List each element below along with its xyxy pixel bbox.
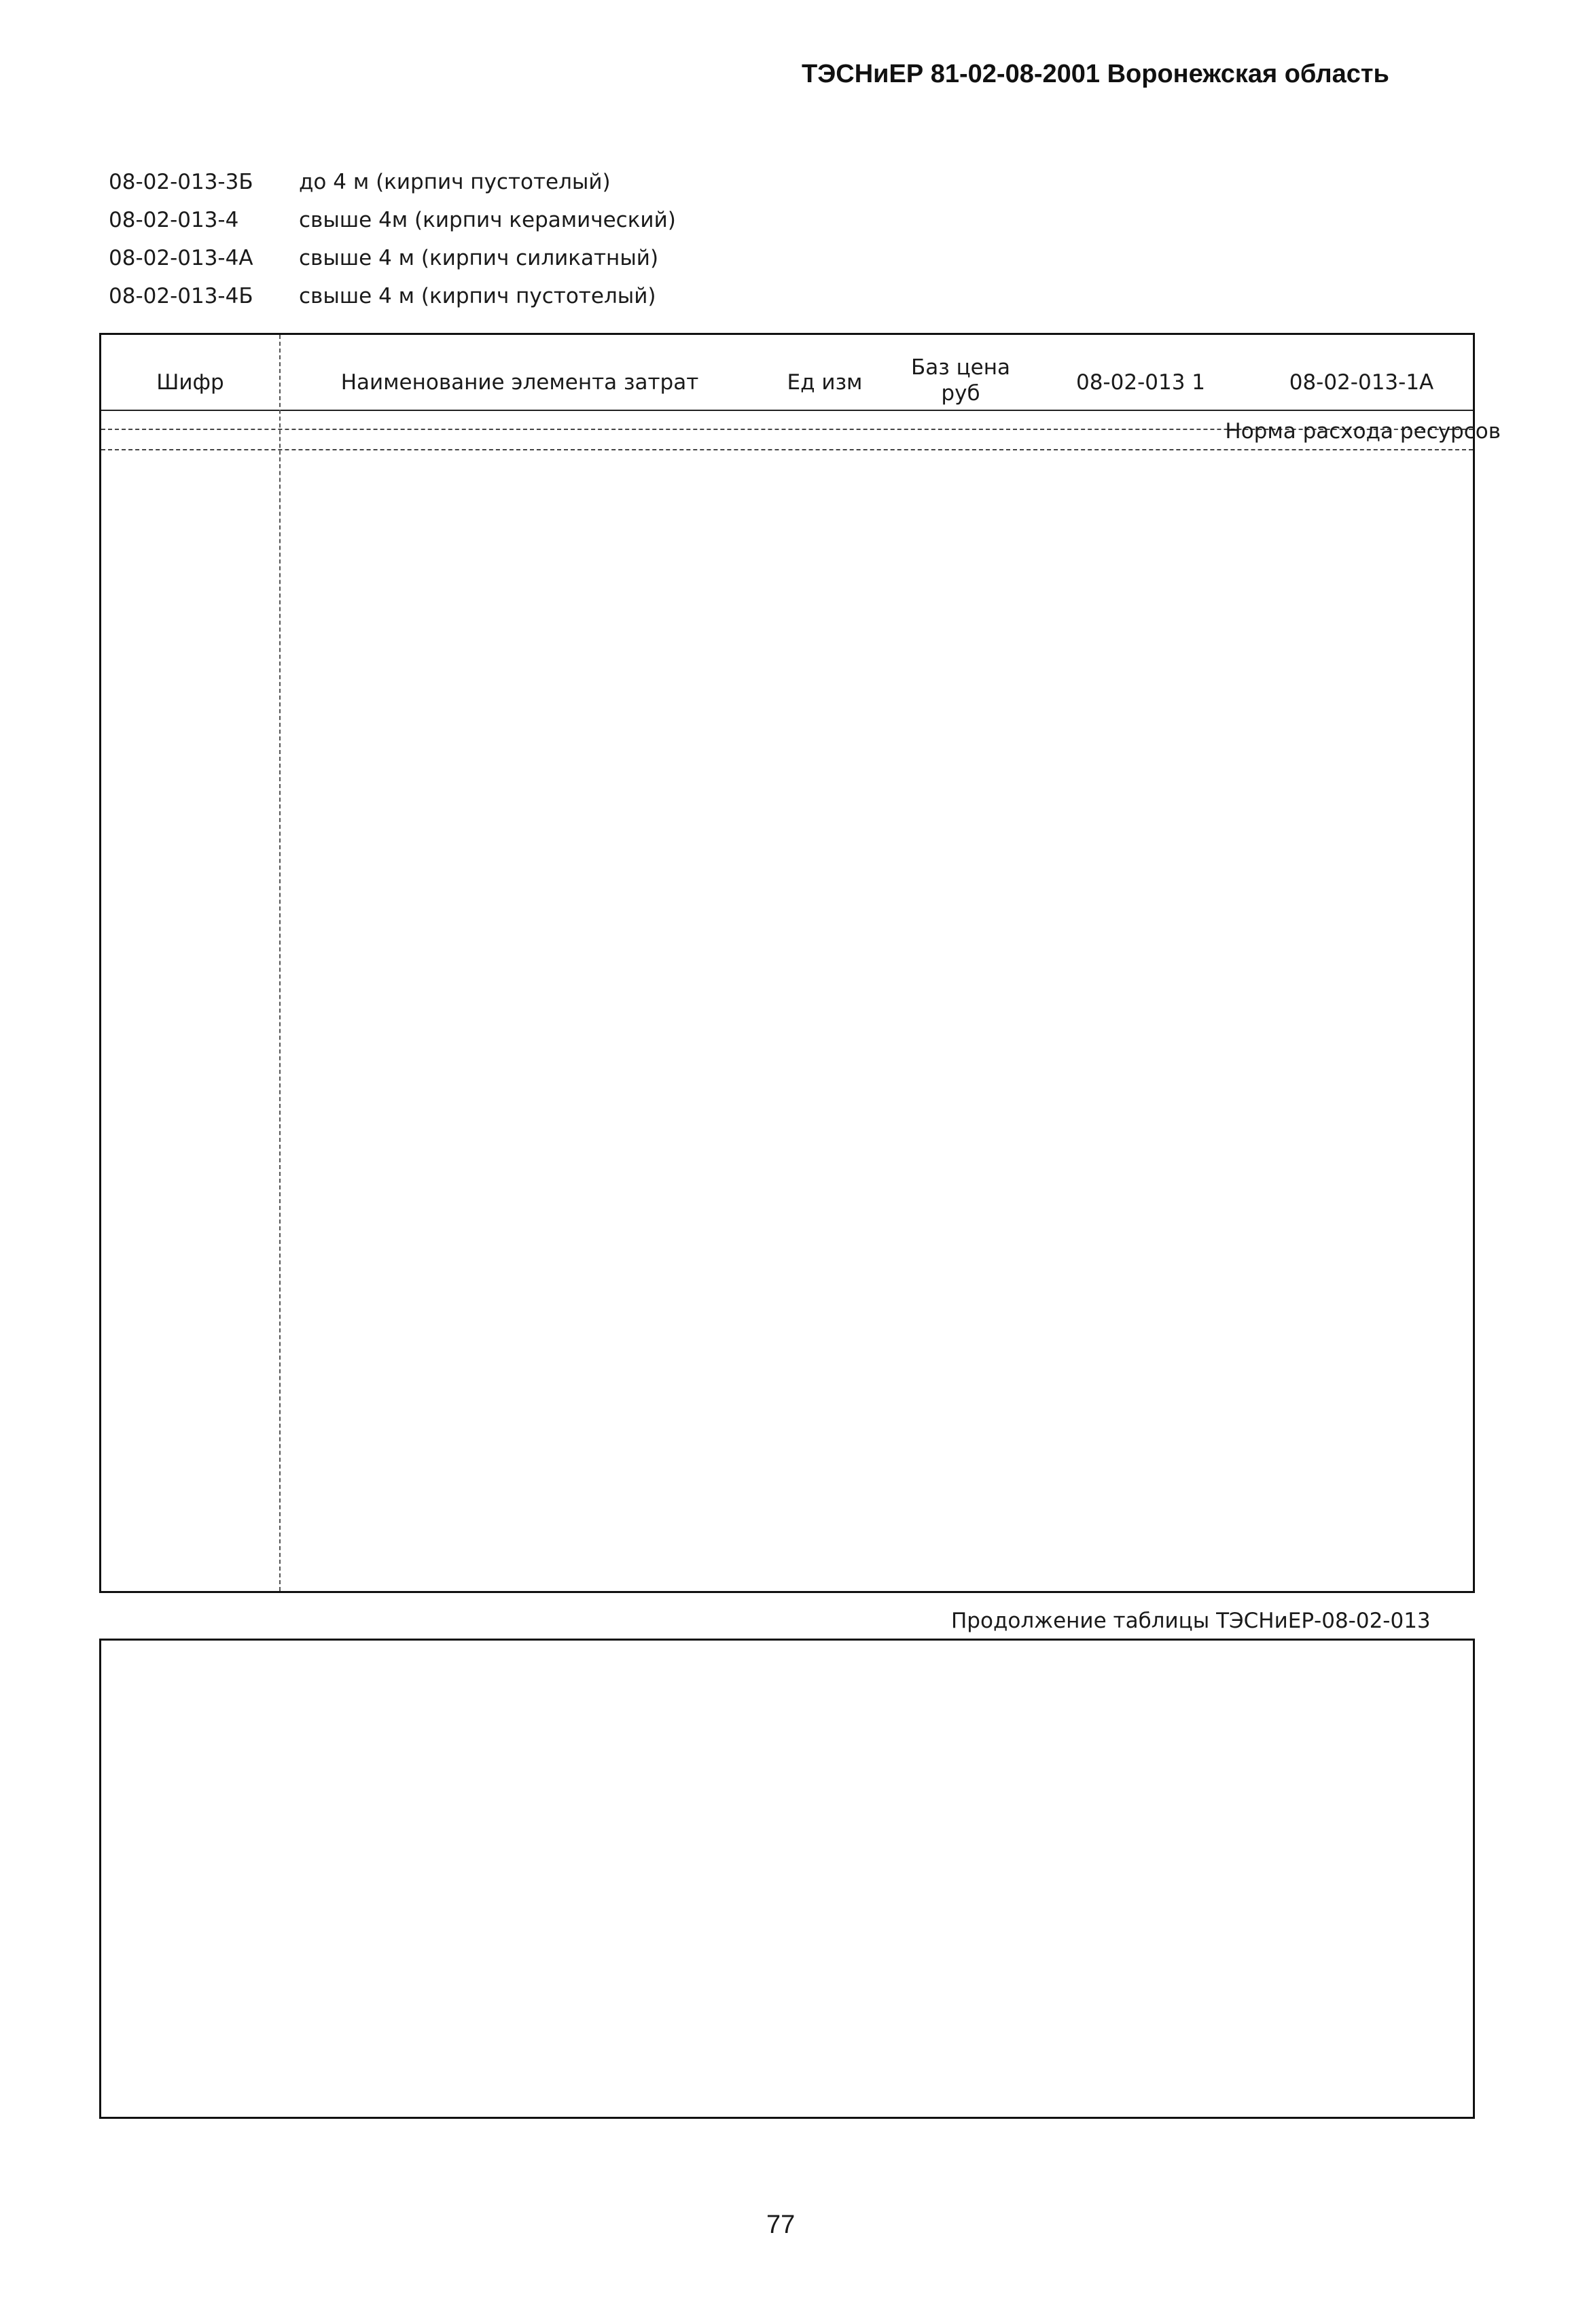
code-list-item <box>109 163 676 201</box>
code-desc: свыше 4 м (кирпич силикатный) <box>299 246 659 270</box>
page-number: 77 <box>766 2211 796 2239</box>
row-divider <box>101 449 1473 450</box>
header-col2: 08-02-013-1А <box>1289 370 1434 395</box>
document-title: ТЭСНиЕР 81-02-08-2001 Воронежская область <box>802 60 1389 88</box>
code: 08-02-013-3Б <box>109 170 253 194</box>
header-price: Баз цена <box>910 355 1011 380</box>
code-list-item <box>109 201 676 239</box>
resource-table-1 <box>99 333 1501 1593</box>
code: 08-02-013-4А <box>109 246 253 270</box>
header-unit: Ед изм <box>787 370 863 395</box>
resource-table-2 <box>99 1639 1475 2119</box>
code: 08-02-013-4Б <box>109 284 253 308</box>
row-divider <box>101 410 1473 411</box>
continuation-caption: Продолжение таблицы ТЭСНиЕР-08-02-013 <box>951 1609 1431 1633</box>
header-price-unit: руб <box>941 381 980 406</box>
code-desc: свыше 4 м (кирпич пустотелый) <box>299 284 656 308</box>
code-list <box>109 163 676 315</box>
code-desc: до 4 м (кирпич пустотелый) <box>299 170 611 194</box>
header-name: Наименование элемента затрат <box>340 370 699 395</box>
code-list-item <box>109 239 676 277</box>
header-code: Шифр <box>156 370 224 395</box>
code: 08-02-013-4 <box>109 208 239 232</box>
code-list-item <box>109 277 676 315</box>
norm-label: Норма расхода ресурсов <box>1225 419 1501 444</box>
header-col1: 08-02-013 1 <box>1075 370 1205 395</box>
code-desc: свыше 4м (кирпич керамический) <box>299 208 676 232</box>
column-divider <box>279 335 281 1591</box>
